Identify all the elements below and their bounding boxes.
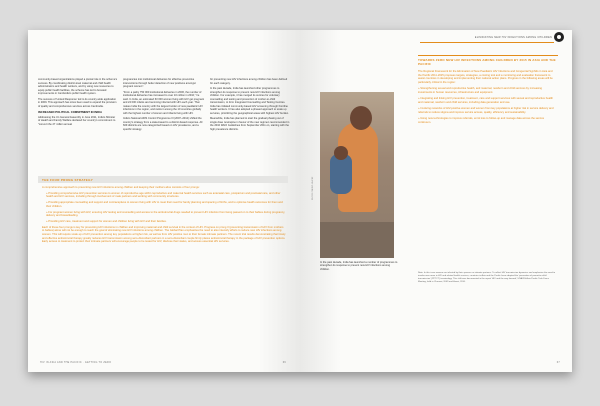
list-item: » Providing comprehensive HIV prevention services to women of reproductive age within reproductive and maternal health services such as antenatal care, postpartum and postnatal care, and other health and HIV services, including through involvement of male partners and working with community structures. [46,191,281,199]
closing-paragraph: Each of these four prongs is key for preventing HIV infections in children and improving maternal and child survival in the context of HIV. Progress on prong 3 (preventing transmission of HIV from mothers to babies) alone will not be enough to reach the goal of eliminating new HIV infections among children. The Global Plan emphasizes the need to also intensify efforts to reduce new HIV infections among women. This will require scale-up of HIV prevention among key populations at higher risk, as well as from HIV positive men to their female intimate partners. The recent trial results demonstrating that timely and effective antiretroviral therapy greatly reduces HIV transmission among sero-discordant partners in a sero-discordant couple firmly places antiretroviral therapy in the package of HIV prevention options. Early access to treatment to protect their intimate partners will encourage people to be tested for HIV, disclose their status, and access essential HIV services. [42,225,286,244]
photo-credit: PHOTO CREDIT: UNICEF [312,176,314,200]
paragraph: community-based organizations played a pivotal role in the scheme's success. By coordinating district-level maternal and child health administrators and health workers, and by using new resources to equip public health facilities, the scheme has led to boosted improvements in Cambodia's public health system. [38,78,118,95]
paragraph: Addressing the Un General Assembly in June 2011, India's Minister of Health and Family Welfare declared her country's commitment to "convert the 27 million annual [38,115,116,126]
section-intro: A comprehensive approach to preventing new HIV infections among children and keeping their mothers alive consists of four prongs: [42,186,200,189]
paragraph: pregnancies into institutional deliveries for effective preventive interventions through better detection of new positives amongst pregnant women". [123,78,196,88]
book-spread [28,30,572,372]
paragraph: In the past decade, India has launched other programmes to strengthen its response to prevent new HIV infections among children. For example, it has merged its centres for voluntary counselling and testing and prevention of mother-to-child transmission, to form Integrated Counselling and Testing Centres. India has initiated community-based HIV screening through frontline health workers. It has also adopted a phased approach to scale up services, prioritizing the geographical areas with highest HIV burden. [210,87,289,115]
left-page [28,30,300,372]
list-item: » Using new technologies to improve referrals, enrol loss to follow-up and manage data across the service continuum. [418,117,545,124]
left-column-2 [123,78,205,133]
page-number: 67 [556,361,560,364]
page-footer: HIV IN ASIA AND THE PACIFIC · GETTING TO ZERO [40,361,112,364]
four-prong-list [42,186,286,246]
list-item: » Integrating and linking HIV prevention, treatment, care and support services with sexual and reproductive health and maternal, newborn and child services, including data generation and use. [418,97,554,104]
mother-child-photo [320,92,394,258]
page-number: 66 [282,361,286,364]
sidebar-rule [418,55,558,56]
section-title-bar [38,176,288,183]
sidebar-intro: The Regional Framework for the Elimination of New Paediatric HIV Infections and Congenital Syphilis in Asia and the Pacific 2011-2015 proposes targets, strategies, a costing tool and a monitoring and evaluation framework to assist countries in developing and implementing their national action plans. Progress in the following areas will be particularly critical in the region: [418,70,553,85]
list-item: » Providing appropriate counselling and support and contraceptives to women living with HIV to meet their need for family planning and spacing of births, and to optimise health outcomes for them and their children. [46,201,283,208]
section-title: THE FOUR PRONG STRATEGY [42,177,94,182]
left-column-1 [38,78,118,128]
paragraph: for preventing new HIV infections among children has been defined for each category. [210,78,288,85]
sidebar-note: Note: In this issue women are infected by their spouses or intimate partners. To reflect HIV transmission dynamics and emphasize the need to involve men more in HIV and related health services, countries in Asia and the Pacific have adopted the 'prevention of parent-to-child transmission' (PPTCT) terminology. This shift was documented in the report 'HIV and the way forward', UNAIDS Asia Pacific Task Force Meeting, held in Chennai, 2009 and Hanoi, 2010. [418,272,556,283]
list-item: » For pregnant women living with HIV, ensuring HIV testing and counselling and access to the antiretroviral drugs needed to prevent HIV infection from being passed on to their babies during pregnancy, delivery and breastfeeding. [46,210,286,218]
left-column-3 [210,78,290,133]
logo-icon [554,32,564,42]
running-header [420,36,554,43]
list-item: » Strengthening sexual and reproductive health, and maternal, newborn and child services by increasing investments in human resources, infrastructure and equipment. [418,87,542,95]
paragraph: India's National AIDS Control Programme III (2007–2012) shifted the country's strategy from a state-based to a district-based response. All 609 districts are now categorized based on HIV prevalence, and a specific strategy [123,117,203,131]
list-item: » Involving networks of HIV-positive women and women from key populations at higher risk in service delivery and referrals to reduce stigma and improve service access, quality, efficiency and sustainability. [418,107,554,114]
running-header-text: ELIMINATING NEW HIV INFECTIONS AMONG CHILDREN [474,36,552,39]
right-page [300,30,572,372]
subheading: INCREASED POLITICAL COMMITMENT IN INDIA [38,110,102,114]
sidebar-title: TOWARDS ZERO NEW HIV INFECTIONS AMONG CHILDREN BY 2015 IN ASIA AND THE PACIFIC [418,58,556,66]
paragraph: "From a paltry 750 000 institutional deliveries in 2006, the number of institutional deliveries has increased to over 10 million in 2010," he said. In India, an estimated 63 000 women living with HIV get pregnant and 24 000 infants are becoming infected with HIV each year. That makes India the country with the largest burden of new paediatric HIV infections in the region, and ranks it among the 10 countries globally with the highest number of women and infants living with HIV. [123,90,205,115]
paragraph: The success of 'Linked Response' led to its country-wide application in 2009. This approach has since been used to expand the provision of quality and comprehensive services across Cambodia. [38,97,117,108]
sidebar-body [418,70,556,127]
paragraph: Meanwhile, India has planned to start the gradual phasing out of single dose nevirapine in favour of the new regimen recommended in the 2010 WHO Guidelines from September 2011 on, starting with the high prevalence districts. [210,117,290,131]
photo-caption: In the past decade, India has launched a number of programmes to strengthen its response to prevent new HIV infections among children. [320,261,398,271]
list-item: » Providing HIV care, treatment and support for women and children living with HIV and their families. [46,219,167,223]
